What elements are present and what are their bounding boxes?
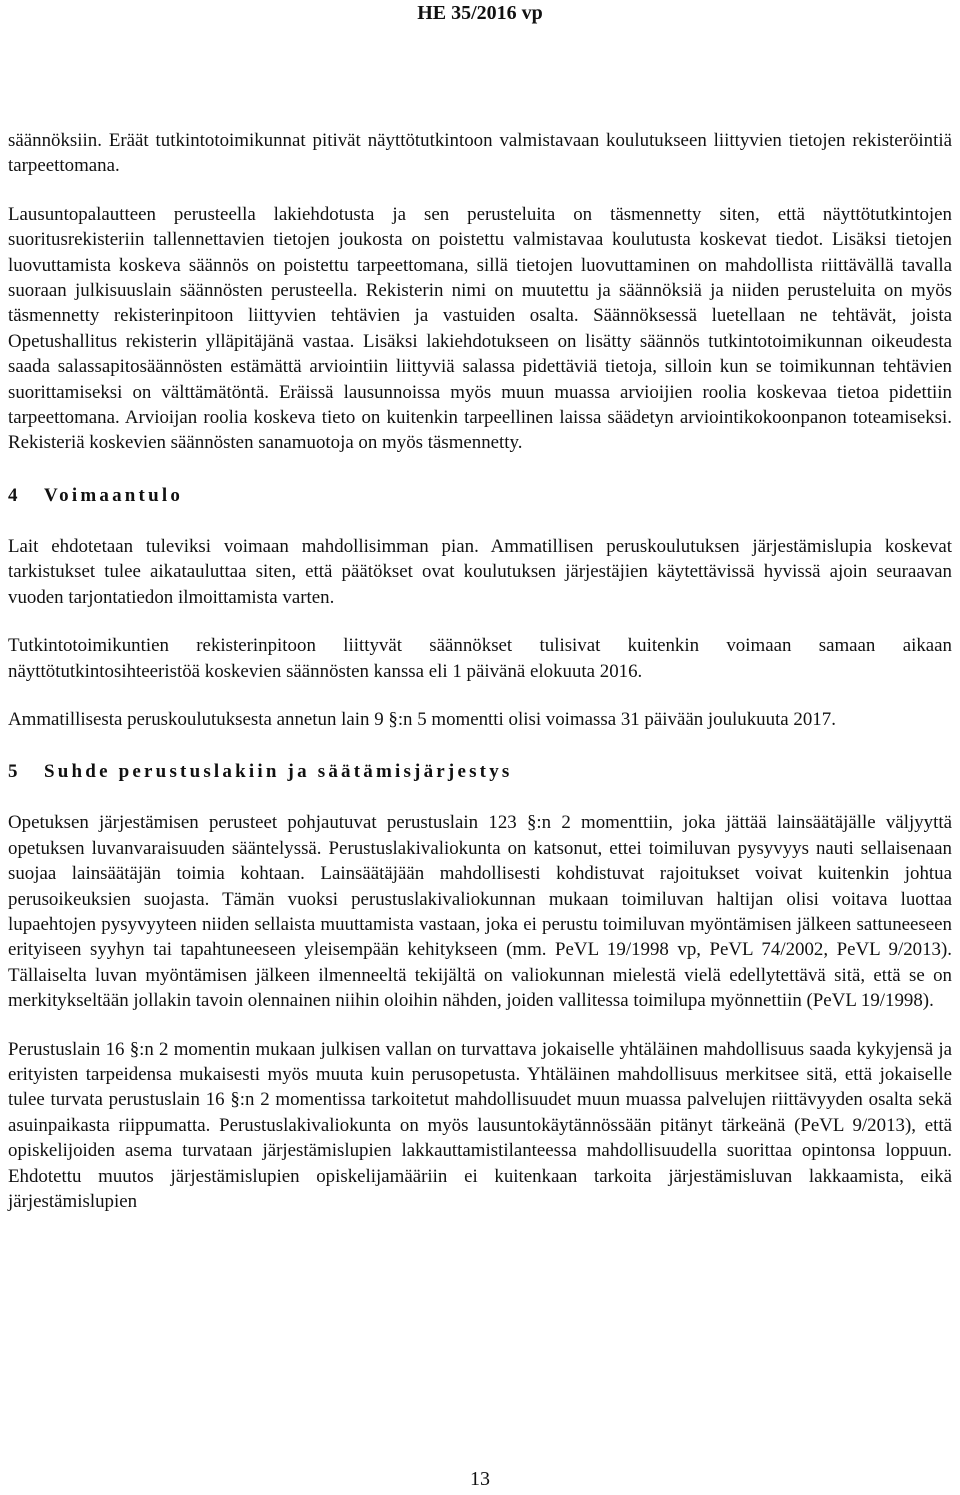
paragraph-7: Perustuslain 16 §:n 2 momentin mukaan julkisen vallan on turvattava jokaiselle yhtäläinen mahdollisuus saada kykyjensä ja erityisten tarpeidensa mukaisesti myös muuta kuin perusopetusta. Yhtäläinen mahdollisuus merkitsee sitä, että jokaiselle tulee turvata perustuslain 16 §:n 2 momentissa tarkoitetut mahdollisuudet muun muassa palvelujen riittävyyden osalta sekä asuinpaikasta riippumatta. Perustuslakivaliokunta on myös lausuntokäytännössään pitänyt tärkeänä (PeVL 9/2013), että opiskelijoiden asema turvataan järjestämislupien lakkauttamistilanteessa mahdollisuudella suorittaa opintonsa loppuun. Ehdotettu muutos järjestämislupien opiskelijamääriin ei kuitenkaan tarkoita järjestämisluvan lakkaamista, eikä järjestämislupien xyxy=(8,1038,952,1212)
section-title-5: Suhde perustuslakiin ja säätämisjärjestys xyxy=(44,761,513,783)
page-number: 13 xyxy=(470,1468,490,1490)
paragraph-2: Lausuntopalautteen perusteella lakiehdotusta ja sen perusteluita on täsmennetty siten, että näyttötutkintojen suoritusrekisteriin tallennettavien tietojen joukosta on poistettu valmistavaa koulutusta koskevat tiedot. Lisäksi tietojen luovuttamista koskeva säännös on poistettu tarpeettomana, sillä tietojen luovuttaminen on mahdollista riittävällä tavalla suoraan julkisuuslain säännösten perusteella. Rekisterin nimi on muutettu ja säännöksiä ja niiden perusteluita on myös täsmennetty rekisterinpitoon liittyvien tehtävien ja vastuiden osalta. Säännöksessä luetellaan ne tehtävät, joista Opetushallitus rekisterin ylläpitäjänä vastaa. Lisäksi lakiehdotukseen on lisätty säännös tutkintotoimikunnan oikeudesta saada salassapitosäännösten estämättä arviointiin liittyviä salassa pidettäviä tietoja, silloin kun se toimikunnan tehtävien suorittamiseksi on välttämätöntä. Eräissä lausunnoissa myös muun muassa arvioijien roolia koskevaa tietoa pidettiin tarpeettomana. Arvioijan roolia koskeva tieto on kuitenkin tarpeellinen laissa säädetyn arviointikokoonpanon toteamiseksi. Rekisteriä koskevien säännösten sanamuotoja on myös täsmennetty. xyxy=(8,203,952,454)
page-header-doc-id: HE 35/2016 vp xyxy=(417,2,543,24)
paragraph-5: Ammatillisesta peruskoulutuksesta annetun lain 9 §:n 5 momentti olisi voimassa 31 päivään joulukuuta 2017. xyxy=(8,708,836,730)
paragraph-1: säännöksiin. Eräät tutkintotoimikunnat pitivät näyttötutkintoon valmistavaan koulutukseen liittyvien tietojen rekisteröintiä tarpeettomana. xyxy=(8,130,952,177)
section-number-5: 5 xyxy=(8,761,18,783)
paragraph-4: Tutkintotoimikuntien rekisterinpitoon liittyvät säännökset tulisivat kuitenkin voimaan samaan aikaan näyttötutkintosihteeristöä koskevien säännösten kanssa eli 1 päivänä elokuuta 2016. xyxy=(8,635,952,682)
section-number-4: 4 xyxy=(8,484,18,506)
section-title-4: Voimaantulo xyxy=(44,484,184,506)
paragraph-3: Lait ehdotetaan tuleviksi voimaan mahdollisimman pian. Ammatillisen peruskoulutuksen järjestämislupia koskevat tarkistukset tulee aikatauluttaa siten, että päätökset ovat koulutuksen järjestäjien käytettävissä hyvissä ajoin seuraavan vuoden tarjontatiedon ilmoittamista varten. xyxy=(8,535,952,608)
document-body xyxy=(8,128,952,1237)
paragraph-6: Opetuksen järjestämisen perusteet pohjautuvat perustuslain 123 §:n 2 momenttiin, joka jättää lainsäätäjälle väljyyttä opetuksen luvanvaraisuuden sääntelyssä. Perustuslakivaliokunta on katsonut, ettei toimiluvan pysyvyys nauti sellaisenaan suojaa lainsäätäjän toimia kohtaan. Lainsäätäjään mahdollisesti kohdistuvat rajoitukset voivat kuitenkin johtua perusoikeuksien suojasta. Tämän vuoksi perustuslakivaliokunnan mukaan toimiluvan haltijan olisi voitava luottaa lupaehtojen pysyvyyteen niiden sellaista muuttamista vastaan, joka ei perustu toimiluvan myöntämisen jälkeen sattuneeseen erityiseen syyhyn tai tapahtuneeseen yleisempään kehitykseen (mm. PeVL 19/1998 vp, PeVL 74/2002, PeVL 9/2013). Tällaiselta luvan myöntämisen jälkeen ilmenneeltä tekijältä on valiokunnan mielestä vielä edellytettävä sitä, että se on merkitykseltään jollakin tavoin olennainen niihin oloihin nähden, joiden vallitessa toimilupa myönnettiin (PeVL 19/1998). xyxy=(8,812,952,1012)
section-heading-5 xyxy=(8,759,952,784)
section-heading-4 xyxy=(8,483,952,508)
